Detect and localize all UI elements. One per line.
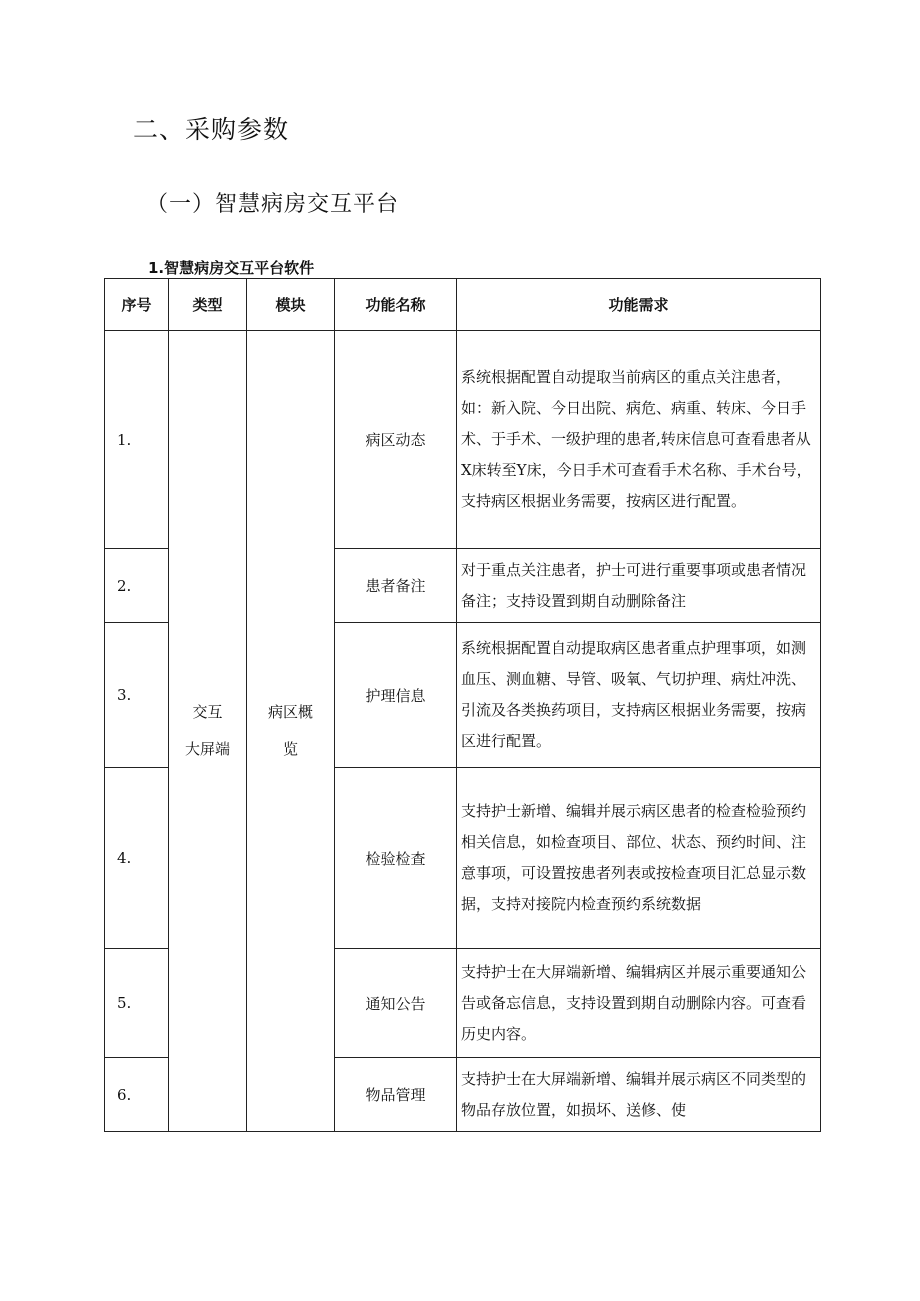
section-heading: 二、采购参数 bbox=[133, 115, 290, 144]
function-name: 护理信息 bbox=[335, 623, 457, 768]
function-req: 系统根据配置自动提取当前病区的重点关注患者，如：新入院、今日出院、病危、病重、转床、今日手术、于手术、一级护理的患者,转床信息可查看患者从X床转至Y床，今日手术可查看手术名称、手术台号，支持病区根据业务需要，按病区进行配置。 bbox=[457, 331, 821, 549]
function-name: 病区动态 bbox=[335, 331, 457, 549]
table-header-row bbox=[105, 279, 821, 331]
header-type: 类型 bbox=[169, 279, 247, 331]
row-no: 1. bbox=[105, 331, 169, 549]
subsection-heading: （一）智慧病房交互平台 bbox=[146, 192, 400, 217]
header-function-name: 功能名称 bbox=[335, 279, 457, 331]
function-req: 系统根据配置自动提取病区患者重点护理事项，如测血压、测血糖、导管、吸氧、气切护理、病灶冲洗、引流及各类换药项目，支持病区根据业务需要，按病区进行配置。 bbox=[457, 623, 821, 768]
function-name: 检验检查 bbox=[335, 768, 457, 949]
header-no: 序号 bbox=[105, 279, 169, 331]
function-req: 支持护士在大屏端新增、编辑并展示病区不同类型的物品存放位置，如损坏、送修、使 bbox=[457, 1058, 821, 1132]
table-caption: 1.智慧病房交互平台软件 bbox=[148, 259, 315, 277]
module-cell bbox=[247, 331, 335, 1132]
row-no: 5. bbox=[105, 949, 169, 1058]
row-no: 6. bbox=[105, 1058, 169, 1132]
spec-table bbox=[104, 278, 821, 1132]
function-req: 对于重点关注患者，护士可进行重要事项或患者情况备注；支持设置到期自动删除备注 bbox=[457, 549, 821, 623]
type-line: 大屏端 bbox=[184, 740, 230, 758]
row-no: 2. bbox=[105, 549, 169, 623]
function-name: 通知公告 bbox=[335, 949, 457, 1058]
type-line: 交互 bbox=[192, 703, 223, 721]
function-name: 物品管理 bbox=[335, 1058, 457, 1132]
module-line: 病区概 bbox=[267, 703, 313, 721]
row-no: 4. bbox=[105, 768, 169, 949]
row-no: 3. bbox=[105, 623, 169, 768]
function-name: 患者备注 bbox=[335, 549, 457, 623]
function-req: 支持护士新增、编辑并展示病区患者的检查检验预约相关信息，如检查项目、部位、状态、预约时间、注意事项，可设置按患者列表或按检查项目汇总显示数据，支持对接院内检查预约系统数据 bbox=[457, 768, 821, 949]
table-row bbox=[105, 331, 821, 549]
function-req: 支持护士在大屏端新增、编辑病区并展示重要通知公告或备忘信息，支持设置到期自动删除内容。可查看历史内容。 bbox=[457, 949, 821, 1058]
header-function-req: 功能需求 bbox=[457, 279, 821, 331]
type-cell bbox=[169, 331, 247, 1132]
module-line: 览 bbox=[282, 740, 298, 758]
header-module: 模块 bbox=[247, 279, 335, 331]
